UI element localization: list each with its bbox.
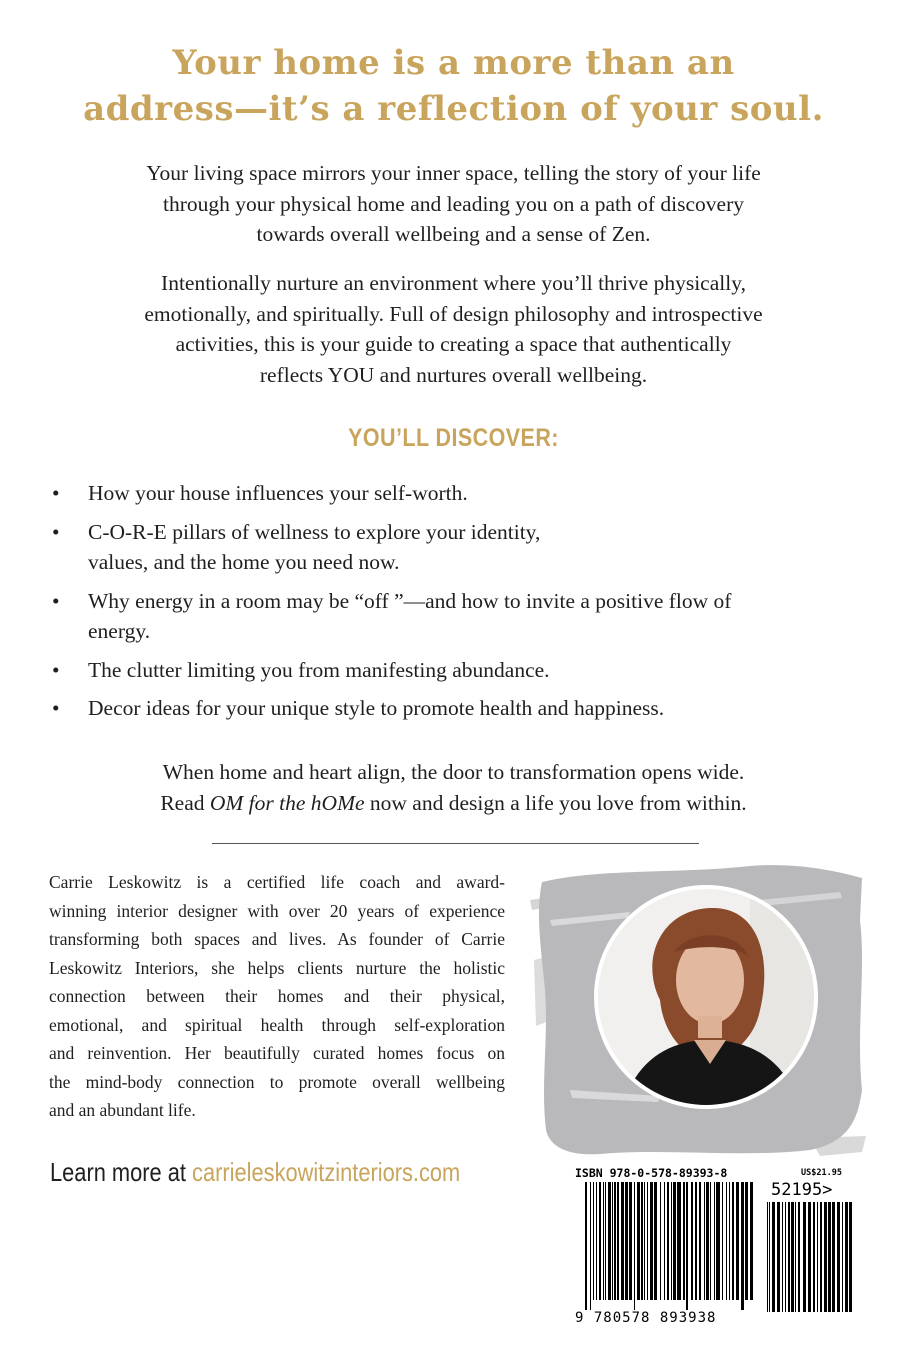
barcode-bar [608,1182,611,1300]
bullet-icon: • [52,696,60,720]
barcode-bar [817,1202,818,1312]
price-label: US$21.95 [801,1168,842,1178]
barcode-bar [625,1182,628,1300]
divider [212,843,699,844]
bio-line: winning interior designer with over 20 years of experience [49,900,505,921]
barcode-bar [798,1202,800,1312]
intro-p1-line: through your physical home and leading you on a path of discovery [163,191,744,216]
barcode-bar [634,1182,635,1310]
barcode-bar [664,1182,665,1300]
barcode-bar [677,1182,681,1300]
barcode-bar [741,1182,744,1310]
bio-line: transforming both spaces and lives. As founder of Carrie [49,929,505,949]
bio-line: connection between their homes and their physical, [49,986,505,1006]
intro-paragraph-1 [60,158,847,250]
barcode-bar [842,1202,843,1312]
barcode-bar [785,1202,786,1312]
discover-item [48,655,848,686]
barcode-bar [824,1202,827,1312]
barcode-bar [710,1182,711,1300]
bio-line: Leskowitz Interiors, she helps clients nurture the holistic [49,957,505,978]
barcode-bar [596,1182,597,1300]
barcode-bar [820,1202,822,1312]
intro-p2-line: Intentionally nurture an environment where you’ll thrive physically, [161,271,746,295]
learn-more-prefix: Learn more at [50,1157,193,1187]
closing-line-2 [0,788,907,819]
discover-item-text: Decor ideas for your unique style to promote health and happiness. [88,696,665,720]
barcode-bar [808,1202,811,1312]
barcode-bar [732,1182,734,1300]
bio-line: the mind-body connection to promote overall wellbeing [49,1071,505,1092]
ean-barcode [585,1182,755,1310]
barcode-bar [641,1182,643,1300]
headline-line-1: Your home is a more than an [172,43,735,83]
barcode-bar [750,1182,753,1300]
barcode-bar [647,1182,648,1300]
barcode-bar [813,1202,815,1312]
website-link[interactable]: carrieleskowitzinteriors.com [192,1157,461,1187]
barcode-bar [617,1182,619,1300]
author-photo-area [510,860,870,1160]
barcode-bar [590,1182,591,1310]
discover-item-text: C-O-R-E pillars of wellness to explore your identity, [88,519,541,544]
barcode-bar [614,1182,616,1300]
ean-digits: 9 780578 893938 [575,1310,717,1326]
barcode-bar [704,1182,705,1300]
intro-paragraph-2 [60,268,847,390]
bullet-icon: • [52,588,60,613]
barcode-bar [644,1182,645,1300]
barcode-bar [593,1182,594,1300]
barcode-bar [603,1182,604,1300]
barcode-bar [671,1182,672,1300]
barcode-bar [716,1182,720,1300]
bio-line: and reinvention. Her beautifully curated homes focus on [49,1043,505,1063]
barcode-bar [782,1202,783,1312]
barcode-bar [686,1182,688,1310]
bullet-icon: • [52,519,60,544]
intro-p1-line: towards overall wellbeing and a sense of Zen. [256,222,651,246]
barcode-bar [585,1182,587,1310]
discover-item-text: Why energy in a room may be “off ”—and how to invite a positive flow of [88,588,732,613]
discover-item-text: The clutter limiting you from manifesting abundance. [88,657,550,682]
barcode-bar [691,1182,693,1300]
barcode-bar [767,1202,768,1312]
barcode-bar [722,1182,723,1300]
barcode-bar [788,1202,790,1312]
bullet-icon: • [52,657,60,682]
author-bio [49,868,505,1125]
intro-p2-line: activities, this is your guide to creating a space that authentically [175,332,732,356]
barcode-bar [828,1202,831,1312]
learn-more [50,1157,460,1188]
discover-list [48,478,848,732]
barcode-bar [605,1182,606,1300]
intro-p2-line: reflects YOU and nurtures overall wellbeing. [259,362,648,387]
barcode-bar [714,1182,715,1300]
barcode-bar [673,1182,676,1300]
barcode-bar [654,1182,657,1300]
book-title: OM for the hOMe [209,791,365,815]
barcode-bar [837,1202,840,1312]
barcode-bar [695,1182,697,1300]
discover-item-text: values, and the home you need now. [88,550,400,574]
discover-item [48,478,848,509]
barcode-bar [726,1182,727,1300]
intro-p1-line: Your living space mirrors your inner space, telling the story of your life [146,161,761,185]
barcode-bar [612,1182,613,1300]
barcode-bar [772,1202,775,1312]
discover-item [48,586,848,647]
headline-line-2: address—it’s a reflection of your soul. [83,89,824,129]
barcode-bar [667,1182,669,1300]
barcode-bar [769,1202,770,1312]
addon-digits: 52195> [771,1180,833,1200]
barcode-bar [683,1182,685,1300]
barcode-panel [575,1166,865,1331]
barcode-bar [706,1182,709,1300]
headline [0,40,907,132]
barcode-bar [629,1182,632,1300]
barcode-bar [803,1202,806,1312]
barcode-bar [832,1202,835,1312]
barcode-bar [660,1182,661,1300]
barcode-bar [791,1202,794,1312]
bullet-icon: • [52,481,60,505]
barcode-bar [845,1202,848,1312]
closing-suffix: now and design a life you love from within. [364,791,747,815]
barcode-bar [777,1202,780,1312]
barcode-bar [736,1182,739,1300]
closing-statement [0,757,907,819]
barcode-bar [745,1182,748,1300]
barcode-bar [699,1182,701,1300]
bio-line: Carrie Leskowitz is a certified life coach and award- [49,872,505,892]
barcode-bar [849,1202,852,1312]
closing-line-1: When home and heart align, the door to transformation opens wide. [162,760,745,784]
discover-item-text: energy. [88,619,151,643]
barcode-bar [621,1182,624,1300]
discover-item [48,517,848,578]
discover-item-text: How your house influences your self-worth. [88,481,468,505]
discover-heading: YOU’LL DISCOVER: [348,424,559,452]
barcode-bar [599,1182,601,1300]
barcode-bar [729,1182,730,1300]
addon-barcode [767,1202,853,1328]
isbn-label: ISBN 978-0-578-89393-8 [575,1166,728,1180]
bio-line: and an abundant life. [49,1100,196,1120]
barcode-bar [795,1202,796,1312]
intro-p2-line: emotionally, and spiritually. Full of design philosophy and introspective [144,301,763,326]
bio-line: emotional, and spiritual health through self-exploration [49,1014,505,1035]
closing-read: Read [160,791,210,815]
barcode-bar [637,1182,640,1300]
discover-item [48,693,848,724]
barcode-bar [650,1182,653,1300]
